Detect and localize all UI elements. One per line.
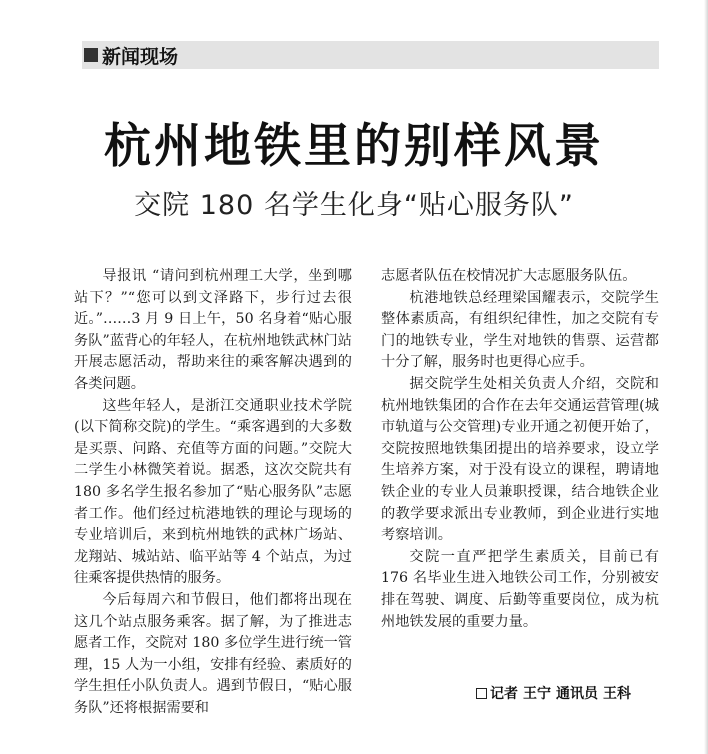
box-icon (476, 688, 487, 699)
reporter-label: 记者 (490, 686, 518, 702)
section-header (84, 43, 178, 67)
article-paragraph: 交院一直严把学生素质关，目前已有 176 名毕业生进入地铁公司工作，分别被安排在驾驶、调度、后勤等重要岗位，成为杭州地铁发展的重要力量。 (381, 548, 659, 630)
section-label: 新闻现场 (102, 45, 179, 68)
article-column-left (74, 266, 352, 719)
subheadline: 交院 180 名学生化身“贴心服务队” (134, 190, 574, 221)
article-paragraph: 据交院学生处相关负责人介绍，交院和杭州地铁集团的合作在去年交通运营管理(城市轨道与公交管理)专业开通之初便开始了，交院按照地铁集团提出的培养要求，设立学生培养方案，对于没有设立的课程，聘请地铁企业的专业人员兼职授课，结合地铁企业的教学要求派出专业教师，到企业进行实地考察培训。 (381, 375, 659, 544)
article-paragraph-continued: 志愿者队伍在校情况扩大志愿服务队伍。 (381, 268, 637, 284)
reporter-name: 王宁 (523, 686, 551, 702)
article-column-right (381, 266, 659, 633)
page-edge-shadow (704, 0, 708, 754)
correspondent-name: 王科 (603, 686, 631, 702)
article-paragraph: 导报讯 “请问到杭州理工大学，坐到哪站下？”“您可以到文泽路下，步行过去很近。”……3 月 9 日上午，50 名身着“贴心服务队”蓝背心的年轻人，在杭州地铁武林门站开展志愿活动，帮助来往的乘客解决遇到的各类问题。 (74, 268, 352, 392)
article-paragraph: 这些年轻人，是浙江交通职业技术学院(以下简称交院)的学生。“乘客遇到的大多数是买票、问路、充值等方面的问题。”交院大二学生小林微笑着说。据悉，这次交院共有 180 多名学生报名参加了“贴心服务队”志愿者工作。他们经过杭港地铁的理论与现场的专业培训后，来到杭州地铁的武林广场站、龙翔站、城站站、临平站等 4 个站点，为过往乘客提供热情的服务。 (74, 397, 352, 587)
correspondent-label: 通讯员 (556, 686, 598, 702)
byline (476, 683, 666, 703)
article-paragraph: 今后每周六和节假日，他们都将出现在这几个站点服务乘客。据了解，为了推进志愿者工作，交院对 180 多位学生进行统一管理，15 人为一小组，安排有经验、素质好的学生担任小队负责人。遇到节假日，“贴心服务队”还将根据需要和 (74, 591, 352, 716)
square-bullet-icon (84, 48, 98, 62)
headline: 杭州地铁里的别样风景 (104, 119, 604, 174)
article-paragraph: 杭港地铁总经理梁国耀表示，交院学生整体素质高，有组织纪律性，加之交院有专门的地铁专业，学生对地铁的售票、运营都十分了解，服务时也更得心应手。 (381, 289, 659, 371)
